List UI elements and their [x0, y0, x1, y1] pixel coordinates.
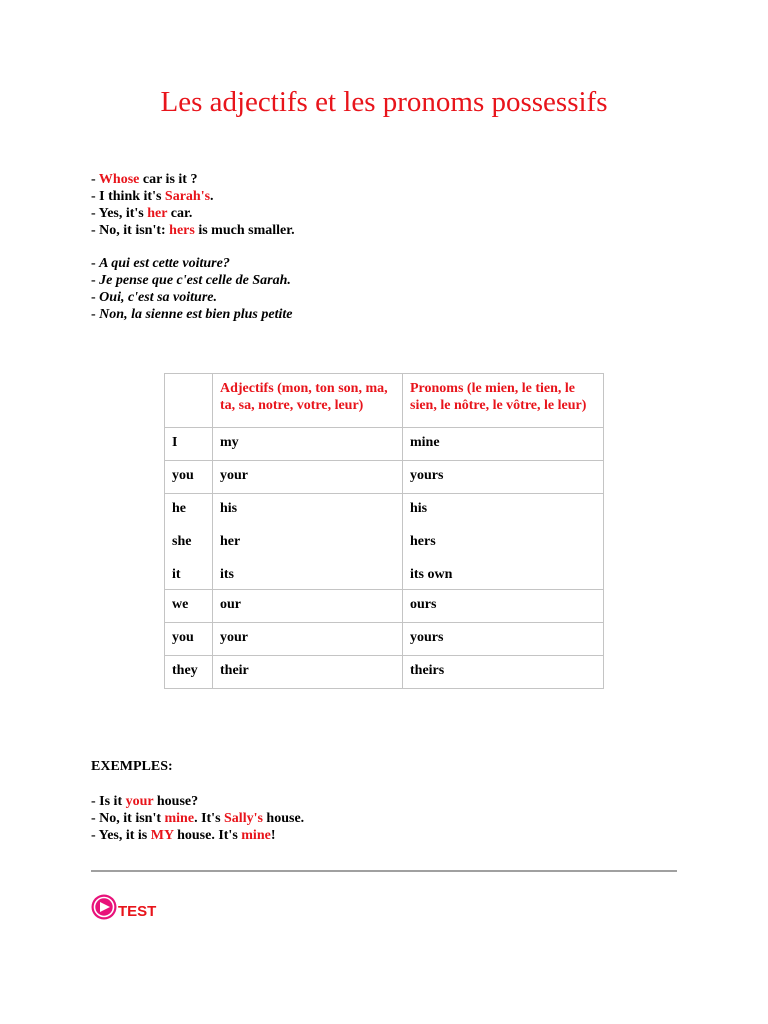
- adjective-cell: [213, 656, 403, 689]
- pronoun-text: mine: [410, 435, 440, 450]
- english-dialog: [91, 171, 295, 239]
- table-row: [165, 428, 604, 461]
- header-pronouns: Pronoms (le mien, le tien, le sien, le nôtre, le vôtre, le leur): [403, 374, 604, 428]
- line-text: house.: [262, 811, 305, 826]
- pronoun-cell: [403, 656, 604, 689]
- highlighted-word: her: [147, 206, 168, 221]
- english-dialog-line: [91, 171, 295, 188]
- table-header-row: [165, 374, 604, 428]
- line-text: is much smaller.: [194, 223, 295, 238]
- table-row: [165, 494, 604, 590]
- adjective-cell: [213, 461, 403, 494]
- highlighted-word: Sarah's: [164, 189, 211, 204]
- adjective-cell: [213, 428, 403, 461]
- pronoun-cell: [403, 428, 604, 461]
- person-cell: [165, 656, 213, 689]
- person-cell: [165, 590, 213, 623]
- person-text: I: [172, 435, 178, 450]
- examples-heading: EXEMPLES:: [91, 759, 173, 774]
- adjective-text: your: [220, 468, 248, 483]
- table-row: [165, 656, 604, 689]
- pronoun-cell: [403, 623, 604, 656]
- line-text: - Yes, it's: [91, 206, 148, 221]
- example-line: [91, 810, 304, 827]
- person-cell: [165, 428, 213, 461]
- line-text: .: [210, 189, 214, 204]
- table-row: [165, 623, 604, 656]
- highlighted-word: mine: [241, 828, 271, 843]
- person-text: he: [172, 501, 186, 516]
- dash: -: [91, 307, 100, 322]
- french-dialog-line: [91, 306, 292, 323]
- pronoun-text: yours: [410, 630, 444, 645]
- dash: -: [91, 290, 100, 305]
- adjective-cell: [213, 494, 403, 590]
- line-text: - No, it isn't:: [91, 223, 170, 238]
- french-dialog-line: [91, 255, 292, 272]
- person-text: you: [172, 630, 194, 645]
- example-line: [91, 793, 304, 810]
- person-cell: [165, 494, 213, 590]
- pronoun-cell: [403, 461, 604, 494]
- person-cell: [165, 461, 213, 494]
- english-dialog-line: [91, 222, 295, 239]
- line-text: - Yes, it is: [91, 828, 151, 843]
- highlighted-word: MY: [150, 828, 174, 843]
- table-row: [165, 461, 604, 494]
- line-text: -: [91, 172, 99, 187]
- adjective-text: my: [220, 435, 239, 450]
- header-person: [165, 374, 213, 428]
- line-text: house?: [153, 794, 199, 809]
- english-dialog-line: [91, 205, 295, 222]
- adjective-text: our: [220, 597, 241, 612]
- test-link[interactable]: [91, 894, 156, 920]
- pronoun-text: yours: [410, 468, 444, 483]
- line-text: house. It's: [173, 828, 242, 843]
- person-text: they: [172, 663, 198, 678]
- pronoun-text: hers: [410, 534, 436, 549]
- adjective-text: your: [220, 630, 248, 645]
- line-text: - No, it isn't: [91, 811, 165, 826]
- person-text: she: [172, 534, 192, 549]
- table-row: [165, 590, 604, 623]
- page-title: Les adjectifs et les pronoms possessifs: [160, 86, 608, 118]
- dash: -: [91, 256, 100, 271]
- person-cell: [165, 623, 213, 656]
- line-text: car is it ?: [139, 172, 198, 187]
- highlighted-word: Whose: [98, 172, 140, 187]
- highlighted-word: your: [125, 794, 154, 809]
- person-text: we: [172, 597, 189, 612]
- highlighted-word: hers: [169, 223, 195, 238]
- adjective-text: his: [220, 501, 238, 516]
- line-text: !: [270, 828, 276, 843]
- french-dialog-line: [91, 272, 292, 289]
- example-line: [91, 827, 304, 844]
- highlighted-word: Sally's: [224, 811, 263, 826]
- pronoun-text: ours: [410, 597, 437, 612]
- pronoun-text: his: [410, 501, 428, 516]
- adjective-text: her: [220, 534, 241, 549]
- play-arrow-icon: [91, 894, 117, 920]
- adjective-cell: [213, 623, 403, 656]
- line-text: . It's: [194, 811, 225, 826]
- french-dialog-line: [91, 289, 292, 306]
- line-text: - Is it: [91, 794, 126, 809]
- adjective-text: its: [220, 567, 234, 582]
- adjective-text: their: [220, 663, 249, 678]
- divider: [91, 870, 677, 872]
- test-link-label: TEST: [118, 902, 157, 920]
- french-dialog: [91, 255, 292, 323]
- line-text: Je pense que c'est celle de Sarah.: [99, 273, 291, 288]
- line-text: - I think it's: [91, 189, 165, 204]
- line-text: Oui, c'est sa voiture.: [99, 290, 218, 305]
- pronoun-cell: [403, 590, 604, 623]
- header-adjectives: Adjectifs (mon, ton son, ma, ta, sa, notre, votre, leur): [213, 374, 403, 428]
- pronoun-cell: [403, 494, 604, 590]
- english-dialog-line: [91, 188, 295, 205]
- pronoun-text: theirs: [410, 663, 445, 678]
- highlighted-word: mine: [164, 811, 195, 826]
- person-text: you: [172, 468, 194, 483]
- line-text: Non, la sienne est bien plus petite: [99, 307, 293, 322]
- line-text: A qui est cette voiture?: [99, 256, 230, 271]
- line-text: car.: [167, 206, 193, 221]
- examples-list: [91, 793, 304, 844]
- dash: -: [91, 273, 100, 288]
- person-text: it: [172, 567, 181, 582]
- pronoun-text: its own: [410, 567, 453, 582]
- possessives-table: [164, 373, 604, 689]
- adjective-cell: [213, 590, 403, 623]
